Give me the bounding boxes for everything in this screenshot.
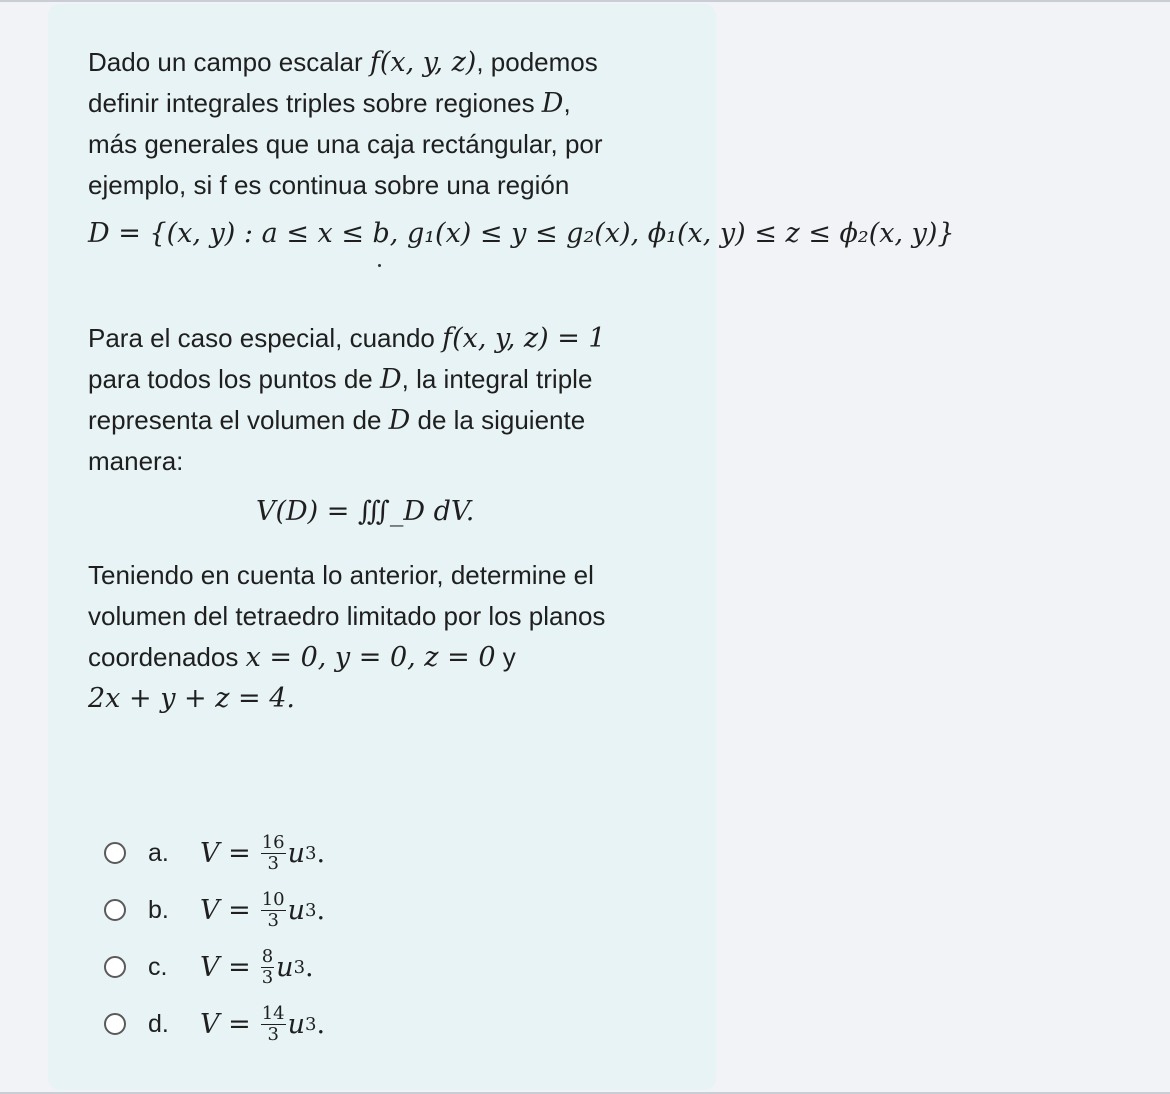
unit-symbol: u [287, 894, 306, 926]
volume-lhs: V = [200, 894, 251, 926]
question-text: y [495, 642, 516, 672]
option-expression [200, 890, 325, 931]
special-text: representa el volumen de [88, 405, 389, 435]
fraction [261, 890, 286, 931]
top-divider [0, 0, 1170, 2]
denominator: 3 [267, 1023, 279, 1045]
period: . [305, 951, 314, 983]
period: . [316, 1008, 326, 1040]
special-text: de la siguiente [410, 405, 586, 435]
region-symbol: D [388, 405, 411, 436]
option-letter: d. [148, 1009, 169, 1038]
denominator: 3 [261, 966, 274, 988]
period: . [316, 894, 326, 926]
numerator: 14 [261, 1002, 285, 1024]
question-text: coordenados [88, 642, 246, 672]
plane-equation: 2x + y + z = 4. [88, 683, 296, 714]
coordinate-planes-expr: x = 0, y = 0, z = 0 [245, 642, 496, 673]
exponent: 3 [305, 1013, 317, 1035]
intro-text: definir integrales triples sobre regiones [88, 88, 542, 118]
intro-text: Dado un campo escalar [88, 47, 370, 77]
volume-lhs: V = [200, 951, 251, 983]
intro-line-4: ejemplo, si f es continua sobre una región [88, 170, 570, 200]
option-d[interactable] [104, 999, 326, 1049]
unit-field-expr: f(x, y, z) = 1 [442, 323, 606, 354]
numerator: 10 [261, 888, 285, 910]
special-text: Para el caso especial, cuando [88, 323, 443, 353]
intro-line-1 [88, 42, 598, 83]
question-line-1: Teniendo en cuenta lo anterior, determine el [88, 560, 594, 590]
intro-text: , podemos [476, 47, 598, 77]
intro-text: , [563, 88, 571, 118]
fraction [261, 1004, 286, 1045]
question-line-3 [88, 637, 516, 678]
special-line-1 [88, 318, 606, 359]
volume-formula: V(D) = ∭_D dV. [256, 496, 475, 527]
unit-symbol: u [287, 1008, 306, 1040]
special-line-2 [88, 359, 592, 400]
option-letter: b. [148, 895, 169, 924]
denominator: 3 [267, 909, 279, 931]
scalar-field-expr: f(x, y, z) [369, 47, 477, 78]
radio-button[interactable] [104, 842, 126, 864]
radio-button[interactable] [104, 1013, 126, 1035]
question-line-4 [88, 678, 295, 719]
special-text: para todos los puntos de [88, 364, 380, 394]
exponent: 3 [305, 842, 317, 864]
intro-line-2 [88, 83, 571, 124]
stray-dot [378, 264, 381, 267]
option-expression [200, 833, 325, 874]
special-line-3 [88, 400, 585, 441]
unit-symbol: u [287, 837, 306, 869]
volume-lhs: V = [200, 837, 251, 869]
option-letter: a. [148, 838, 169, 867]
option-expression [200, 1004, 325, 1045]
option-a[interactable] [104, 828, 326, 878]
question-line-2: volumen del tetraedro limitado por los planos [88, 601, 606, 631]
option-expression [200, 947, 314, 988]
radio-button[interactable] [104, 899, 126, 921]
option-letter: c. [148, 952, 168, 981]
numerator: 8 [261, 945, 274, 967]
region-symbol: D [541, 88, 564, 119]
radio-button[interactable] [104, 956, 126, 978]
region-definition: D = {(x, y) : a ≤ x ≤ b, g₁(x) ≤ y ≤ g₂(x), ϕ₁(x, y) ≤ z ≤ ϕ₂(x, y)} [88, 218, 955, 249]
special-line-4: manera: [88, 446, 184, 476]
option-c[interactable] [104, 942, 314, 992]
exponent: 3 [293, 956, 306, 978]
option-b[interactable] [104, 885, 326, 935]
numerator: 16 [261, 831, 285, 853]
volume-lhs: V = [200, 1008, 251, 1040]
period: . [316, 837, 326, 869]
intro-line-3: más generales que una caja rectángular, por [88, 129, 603, 159]
exponent: 3 [305, 899, 317, 921]
fraction [261, 833, 286, 874]
special-text: , la integral triple [401, 364, 593, 394]
unit-symbol: u [276, 951, 294, 983]
region-symbol: D [379, 364, 402, 395]
fraction [261, 947, 274, 988]
denominator: 3 [267, 852, 279, 874]
